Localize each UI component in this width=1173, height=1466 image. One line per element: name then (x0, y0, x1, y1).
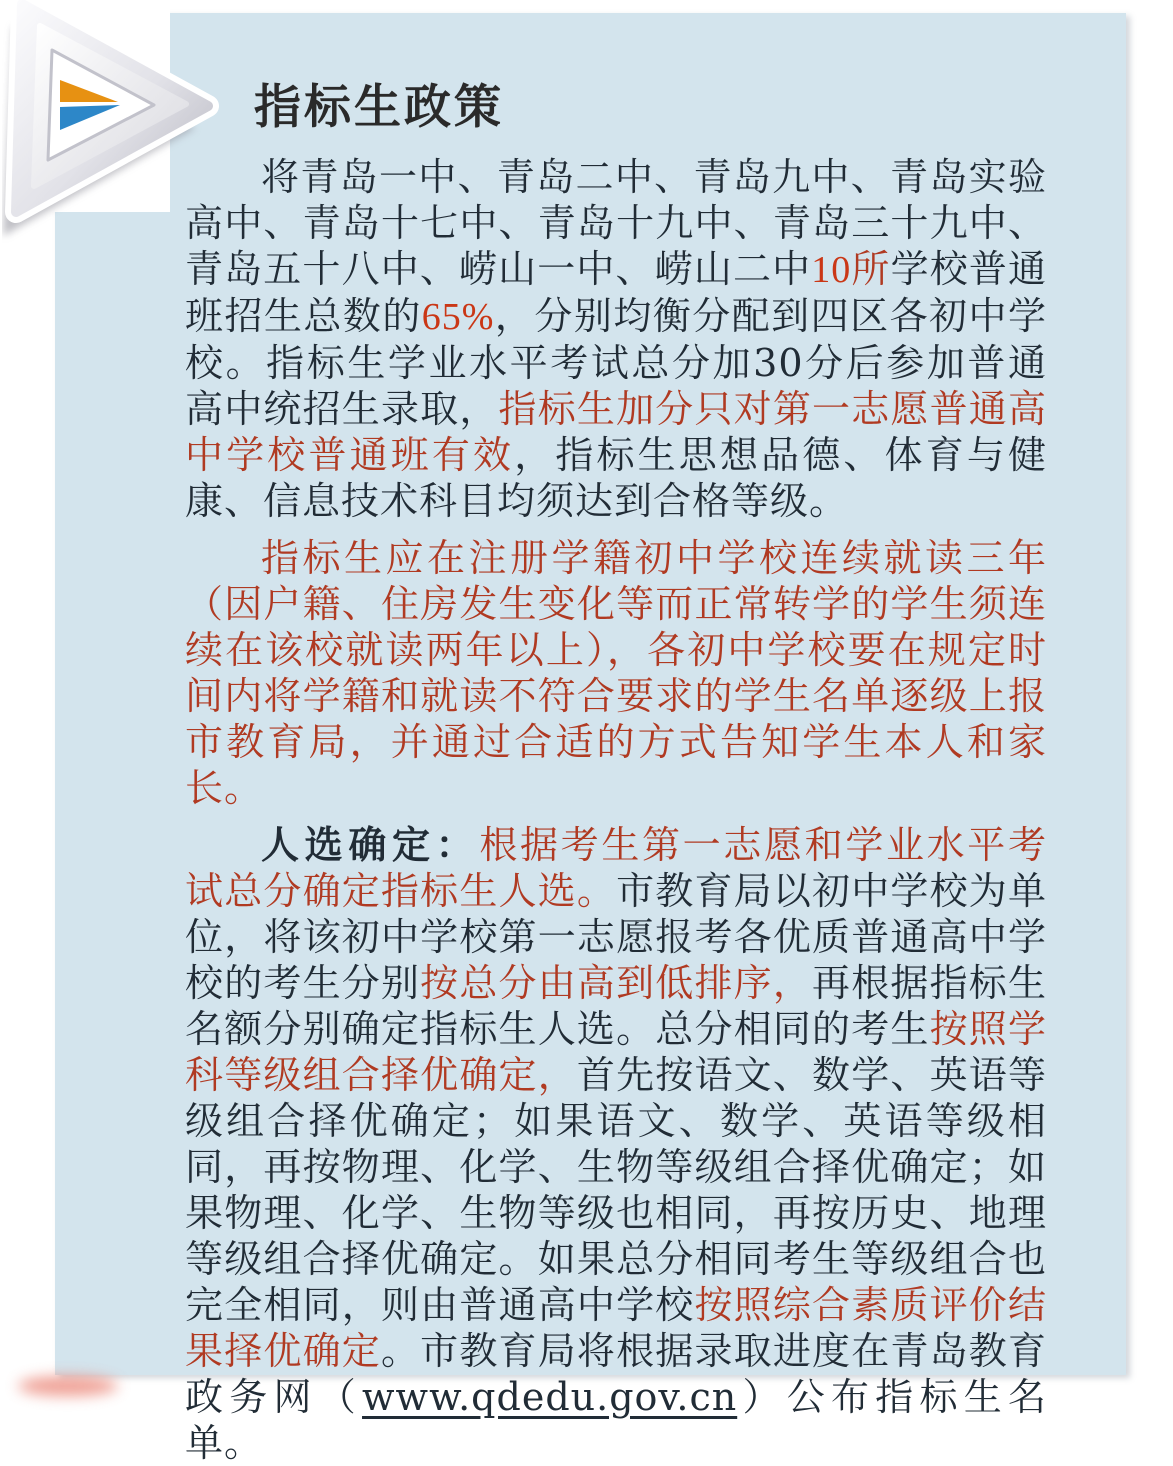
text-run: 根据考生第一志愿和学业水平考试总分确定指标生人选。 (185, 823, 1047, 913)
policy-paragraph-candidate-selection (185, 822, 1047, 1466)
text-run: 65% (421, 296, 495, 338)
page-title: 指标生政策 (254, 80, 504, 133)
text-run: 学校普通班招生总数的 (185, 247, 1047, 338)
play-arrow-icon (2, 0, 238, 254)
text-run: 首先按语文、数学、英语等级组合择优确定；如果语文、数学、英语等级相同，再按物理、化学、生物等级组合择优确定；如果物理、化学、生物等级也相同，再按历史、地理等级组合择优确定。如果总分相同考生等级组合也完全相同，则由普通高中学校 (185, 1053, 1047, 1327)
text-run: ）公布指标生名单。 (185, 1375, 1047, 1465)
text-run: 10 (811, 249, 852, 291)
text-run: 按总分由高到低排序， (420, 961, 813, 1005)
qdedu-link[interactable]: www.qdedu.gov.cn (362, 1375, 738, 1419)
policy-paragraph-allocation (185, 154, 1047, 524)
text-run: 按照学科等级组合择优确定， (185, 1007, 1047, 1097)
policy-paragraph-enrollment-requirement (185, 535, 1047, 811)
policy-text-block (185, 154, 1047, 1466)
decoration-red-blur (18, 1376, 118, 1396)
text-run: 将青岛一中、青岛二中、青岛九中、青岛实验高中、青岛十七中、青岛十九中、青岛三十九中、青岛五十八中、崂山一中、崂山二中 (185, 155, 1047, 291)
text-run: 再根据指标生名额分别确定指标生人选。总分相同的考生 (185, 961, 1047, 1051)
text-run: 市教育局以初中学校为单位，将该初中学校第一志愿报考各优质普通高中学校的考生分别 (185, 869, 1047, 1005)
text-run: 按照综合素质评价结果择优确定 (185, 1283, 1047, 1373)
text-run: ，指标生思想品德、体育与健康、信息技术科目均须达到合格等级。 (185, 433, 1047, 523)
text-run: 指标生应在注册学籍初中学校连续就读三年（因户籍、住房发生变化等而正常转学的学生须连续在该校就读两年以上），各初中学校要在规定时间内将学籍和就读不符合要求的学生名单逐级上报市教育局，并通过合适的方式告知学生本人和家长。 (185, 536, 1047, 810)
text-run: 人选确定： (261, 822, 480, 867)
text-run: 所 (851, 247, 891, 291)
text-run: ，分别均衡分配到四区各初中学校。指标生学业水平考试总分加30分后参加普通高中统招生录取， (185, 294, 1047, 431)
text-run: 。市教育局将根据录取进度在青岛教育政务网（ (185, 1329, 1047, 1419)
text-run: 指标生加分只对第一志愿普通高中学校普通班有效 (185, 387, 1047, 477)
